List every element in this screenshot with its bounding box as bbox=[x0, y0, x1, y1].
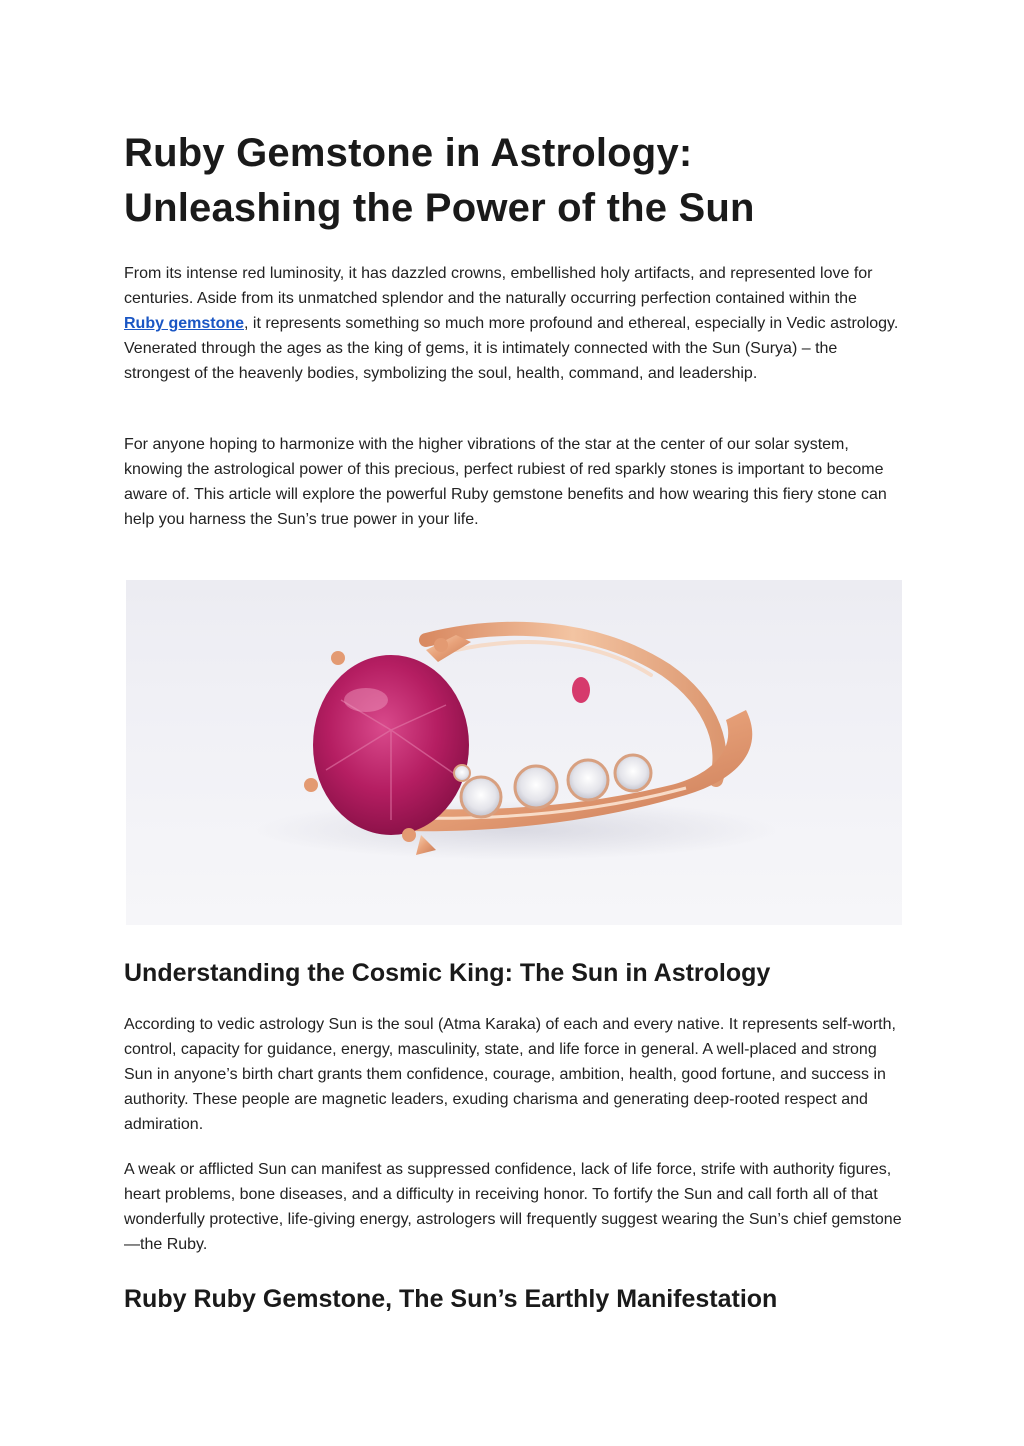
page-title bbox=[124, 126, 884, 236]
section-heading-ruby: Ruby Ruby Gemstone, The Sun’s Earthly Manifestation bbox=[124, 1285, 778, 1313]
section-heading-sun: Understanding the Cosmic King: The Sun in Astrology bbox=[124, 959, 771, 987]
page-title-line-2: Unleashing the Power of the Sun bbox=[124, 186, 755, 230]
intro-text-before-link: From its intense red luminosity, it has dazzled crowns, embellished holy artifacts, and represented love for centuries. Aside from its unmatched splendor and the naturally occurring perfection contained within the bbox=[124, 265, 873, 307]
intro-text-after-link: , it represents something so much more profound and ethereal, especially in Vedic astrology. Venerated through the ages as the king of gems, it is intimately connected with the Sun (Surya) – the strongest of the heavenly bodies, symbolizing the soul, health, command, and leadership. bbox=[124, 315, 899, 382]
page-title-line-1: Ruby Gemstone in Astrology: bbox=[124, 131, 693, 175]
intro-paragraph bbox=[124, 261, 899, 386]
sun-paragraph-1: According to vedic astrology Sun is the soul (Atma Karaka) of each and every native. It represents self-worth, control, capacity for guidance, energy, masculinity, state, and life force in general. A well-placed and strong Sun in anyone’s birth chart grants them confidence, courage, ambition, health, good fortune, and success in authority. These people are magnetic leaders, exuding charisma and generating deep-rooted respect and admiration. bbox=[124, 1016, 896, 1133]
sun-paragraph-2: A weak or afflicted Sun can manifest as suppressed confidence, lack of life force, strife with authority figures, heart problems, bone diseases, and a difficulty in receiving honor. To fortify the Sun and call forth all of that wonderfully protective, life-giving energy, astrologers will frequently suggest wearing the Sun’s chief gemstone—the Ruby. bbox=[124, 1161, 902, 1253]
ruby-ring-photo-icon bbox=[126, 580, 902, 925]
ruby-gemstone-link[interactable]: Ruby gemstone bbox=[124, 315, 245, 332]
ruby-ring-photo bbox=[126, 580, 902, 925]
body-paragraph-2: For anyone hoping to harmonize with the higher vibrations of the star at the center of our solar system, knowing the astrological power of this precious, perfect rubiest of red sparkly stones is important to become aware of. This article will explore the powerful Ruby gemstone benefits and how wearing this fiery stone can help you harness the Sun’s true power in your life. bbox=[124, 436, 887, 528]
